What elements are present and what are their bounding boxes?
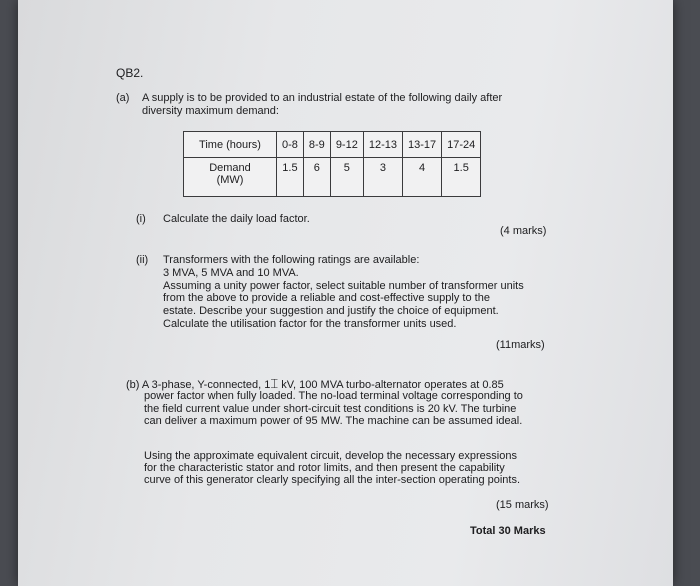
sub-ii-line: estate. Describe your suggestion and justify the choice of equipment. bbox=[163, 305, 499, 317]
exam-paper bbox=[18, 0, 673, 586]
part-b-line: power factor when fully loaded. The no-load terminal voltage corresponding to bbox=[144, 390, 523, 402]
sub-i-label: (i) bbox=[136, 213, 146, 225]
demand-unit: (MW) bbox=[216, 174, 244, 186]
demand-label: Demand bbox=[209, 162, 251, 174]
period-cell: 13-17 bbox=[402, 132, 441, 158]
part-b-para2-line: for the characteristic stator and rotor limits, and then present the capability bbox=[144, 462, 505, 474]
part-b-line: can deliver a maximum power of 95 MW. The machine can be assumed ideal. bbox=[144, 415, 523, 427]
demand-cell: 1.5 bbox=[442, 158, 481, 197]
demand-cell: 4 bbox=[402, 158, 441, 197]
period-cell: 0-8 bbox=[277, 132, 304, 158]
period-cell: 9-12 bbox=[330, 132, 363, 158]
sub-ii-line: Transformers with the following ratings are available: bbox=[163, 254, 420, 266]
part-b-line: the field current value under short-circuit test conditions is 20 kV. The turbine bbox=[144, 403, 517, 415]
demand-cell: 1.5 bbox=[277, 158, 304, 197]
part-b-line1-start: (b) A 3-phase, Y-connected, 1 bbox=[126, 379, 271, 391]
part-b-para2-line: Using the approximate equivalent circuit, develop the necessary expressions bbox=[144, 450, 517, 462]
sub-ii-line: from the above to provide a reliable and cost-effective supply to the bbox=[163, 292, 490, 304]
text-cursor-icon: ⌶ bbox=[270, 377, 279, 392]
period-cell: 8-9 bbox=[303, 132, 330, 158]
part-b-marks: (15 marks) bbox=[496, 499, 549, 511]
demand-table bbox=[183, 131, 481, 197]
sub-ii-label: (ii) bbox=[136, 254, 149, 266]
sub-i-text: Calculate the daily load factor. bbox=[163, 213, 310, 225]
demand-cell: 3 bbox=[363, 158, 402, 197]
total-marks: Total 30 Marks bbox=[470, 525, 546, 537]
question-number: QB2. bbox=[116, 66, 144, 80]
part-a-label: (a) bbox=[116, 92, 130, 104]
sub-i-marks: (4 marks) bbox=[500, 225, 547, 237]
demand-cell: 6 bbox=[303, 158, 330, 197]
part-b-line1-end: kV, 100 MVA turbo-alternator operates at 0.85 bbox=[278, 379, 504, 391]
demand-cell: 5 bbox=[330, 158, 363, 197]
part-b-para2-line: curve of this generator clearly specifying all the inter-section operating points. bbox=[144, 474, 521, 486]
period-cell: 12-13 bbox=[363, 132, 402, 158]
sub-ii-line: Calculate the utilisation factor for the transformer units used. bbox=[163, 318, 457, 330]
part-a-intro-line1: A supply is to be provided to an industrial estate of the following daily after bbox=[142, 92, 503, 104]
time-header-cell: Time (hours) bbox=[184, 132, 277, 158]
sub-ii-line: 3 MVA, 5 MVA and 10 MVA. bbox=[163, 267, 299, 279]
demand-header-cell bbox=[184, 158, 277, 197]
table-header-row bbox=[184, 132, 481, 158]
table-demand-row bbox=[184, 158, 481, 197]
sub-ii-marks: (11marks) bbox=[496, 339, 545, 351]
sub-ii-line: Assuming a unity power factor, select suitable number of transformer units bbox=[163, 280, 524, 292]
period-cell: 17-24 bbox=[442, 132, 481, 158]
part-a-intro-line2: diversity maximum demand: bbox=[142, 105, 279, 117]
